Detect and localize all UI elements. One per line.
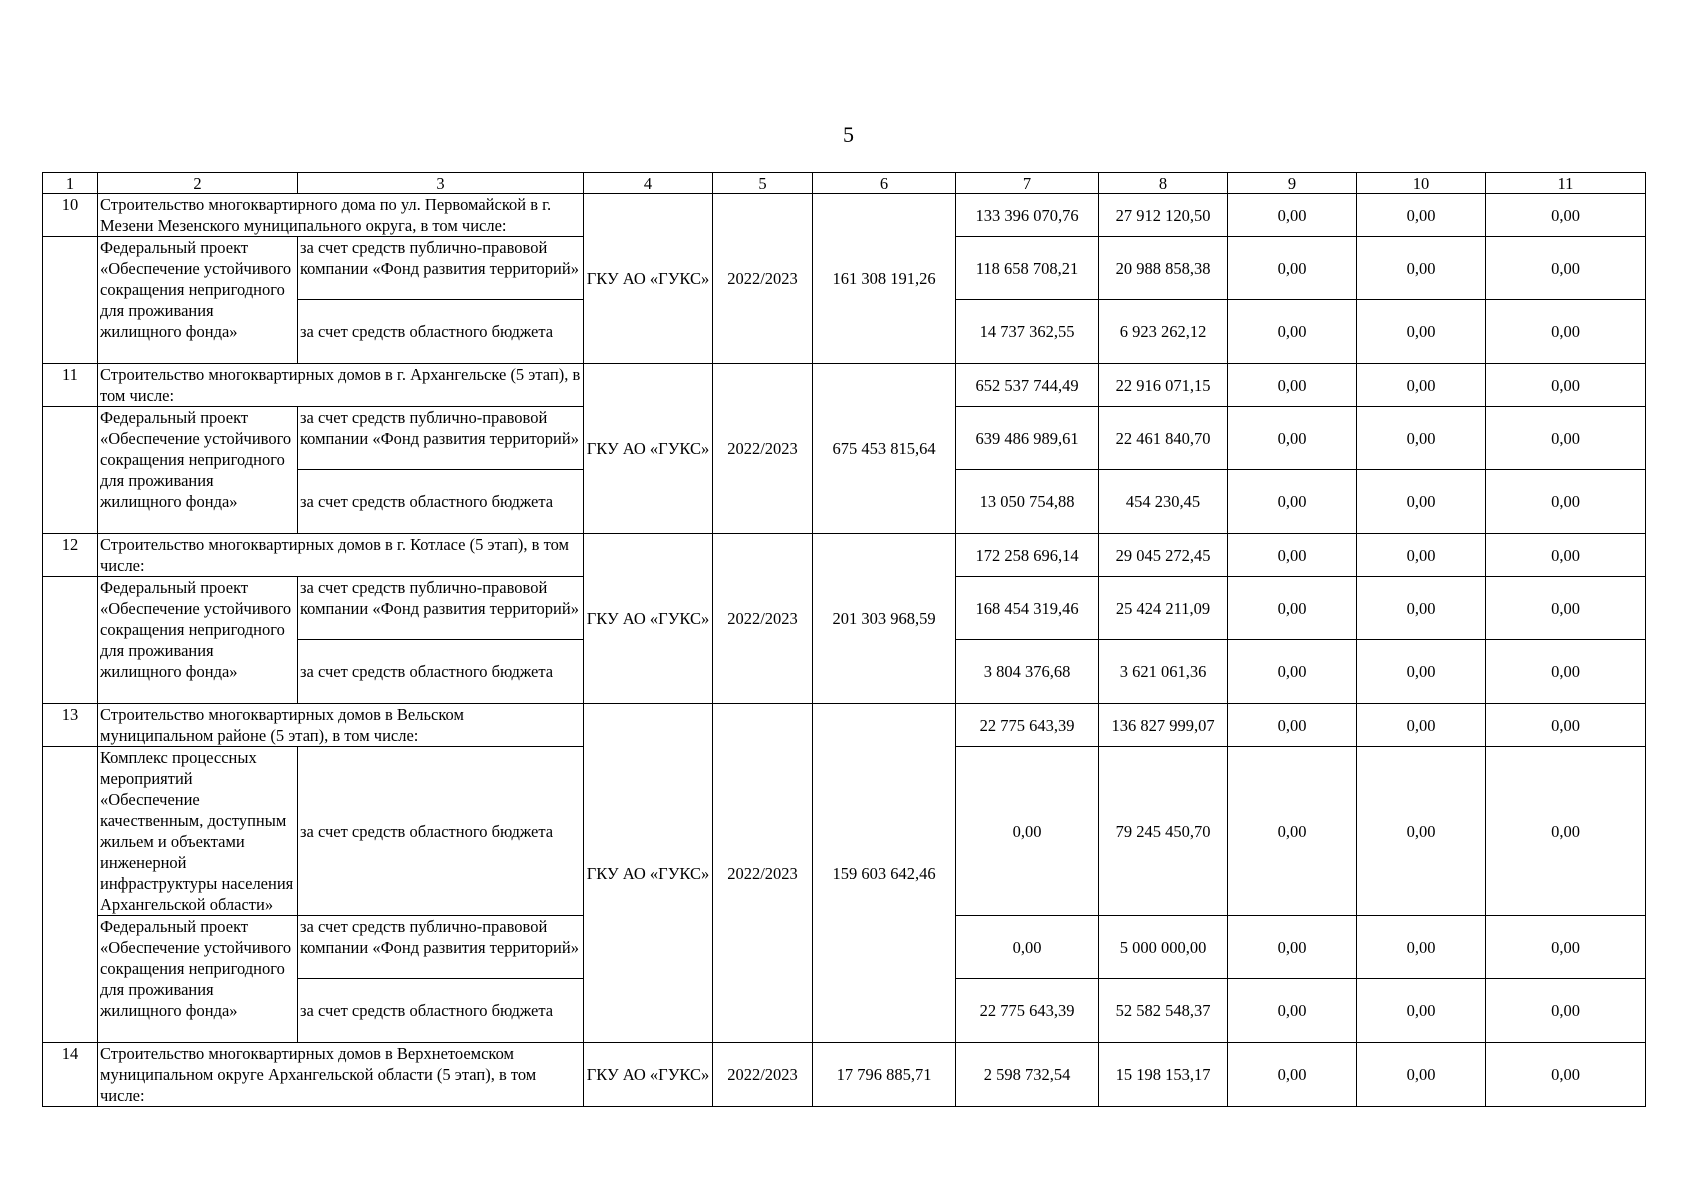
table-row [43, 534, 1646, 577]
funding-source: за счет средств областного бюджета [298, 640, 584, 704]
value-cell: 0,00 [1486, 916, 1646, 979]
column-header: 8 [1099, 173, 1228, 194]
value-cell: 0,00 [956, 916, 1099, 979]
value-cell: 454 230,45 [1099, 470, 1228, 534]
value-cell: 118 658 708,21 [956, 237, 1099, 300]
value-cell: 0,00 [1228, 364, 1357, 407]
project-name: Комплекс процессных мероприятий «Обеспечение качественным, доступным жильем и объектами инженерной инфраструктуры населения Архангельской области» [98, 747, 298, 916]
executor: ГКУ АО «ГУКС» [584, 1043, 713, 1107]
object-title: Строительство многоквартирных домов в г. Котласе (5 этап), в том числе: [98, 534, 584, 577]
value-cell: 0,00 [1486, 470, 1646, 534]
value-cell: 13 050 754,88 [956, 470, 1099, 534]
column-header: 5 [713, 173, 813, 194]
project-name: Федеральный проект «Обеспечение устойчивого сокращения непригодного для проживания жилищного фонда» [98, 237, 298, 364]
value-cell: 0,00 [1357, 577, 1486, 640]
executor: ГКУ АО «ГУКС» [584, 534, 713, 704]
value-cell: 79 245 450,70 [1099, 747, 1228, 916]
value-cell: 0,00 [1486, 979, 1646, 1043]
value-cell: 0,00 [1357, 364, 1486, 407]
value-cell: 2 598 732,54 [956, 1043, 1099, 1107]
executor: ГКУ АО «ГУКС» [584, 704, 713, 1043]
column-header: 9 [1228, 173, 1357, 194]
total-cost: 159 603 642,46 [813, 704, 956, 1043]
value-cell: 20 988 858,38 [1099, 237, 1228, 300]
value-cell: 0,00 [1486, 364, 1646, 407]
total-cost: 161 308 191,26 [813, 194, 956, 364]
funding-source: за счет средств областного бюджета [298, 300, 584, 364]
value-cell: 0,00 [1486, 407, 1646, 470]
table-row [43, 1043, 1646, 1107]
object-title: Строительство многоквартирных домов в г. Архангельске (5 этап), в том числе: [98, 364, 584, 407]
value-cell: 22 916 071,15 [1099, 364, 1228, 407]
row-number: 13 [43, 704, 98, 747]
funding-source: за счет средств публично-правовой компании «Фонд развития территорий» [298, 407, 584, 470]
object-title: Строительство многоквартирных домов в Верхнетоемском муниципальном округе Архангельской области (5 этап), в том числе: [98, 1043, 584, 1107]
funding-source: за счет средств областного бюджета [298, 470, 584, 534]
value-cell: 0,00 [956, 747, 1099, 916]
value-cell: 0,00 [1486, 300, 1646, 364]
page-number: 5 [843, 122, 854, 147]
budget-table [42, 172, 1646, 1107]
value-cell: 52 582 548,37 [1099, 979, 1228, 1043]
value-cell: 0,00 [1228, 194, 1357, 237]
row-number: 14 [43, 1043, 98, 1107]
column-header: 3 [298, 173, 584, 194]
value-cell: 0,00 [1357, 1043, 1486, 1107]
row-number: 11 [43, 364, 98, 407]
value-cell: 0,00 [1357, 237, 1486, 300]
value-cell: 0,00 [1357, 704, 1486, 747]
value-cell: 0,00 [1486, 237, 1646, 300]
row-number: 12 [43, 534, 98, 577]
funding-source: за счет средств публично-правовой компании «Фонд развития территорий» [298, 237, 584, 300]
value-cell: 0,00 [1228, 534, 1357, 577]
period: 2022/2023 [713, 194, 813, 364]
value-cell: 0,00 [1486, 534, 1646, 577]
column-header: 4 [584, 173, 713, 194]
table-row [43, 704, 1646, 747]
period: 2022/2023 [713, 704, 813, 1043]
value-cell: 136 827 999,07 [1099, 704, 1228, 747]
column-header: 7 [956, 173, 1099, 194]
value-cell: 14 737 362,55 [956, 300, 1099, 364]
value-cell: 3 804 376,68 [956, 640, 1099, 704]
value-cell: 0,00 [1228, 237, 1357, 300]
executor: ГКУ АО «ГУКС» [584, 194, 713, 364]
value-cell: 133 396 070,76 [956, 194, 1099, 237]
total-cost: 17 796 885,71 [813, 1043, 956, 1107]
column-header: 2 [98, 173, 298, 194]
value-cell: 0,00 [1357, 470, 1486, 534]
period: 2022/2023 [713, 364, 813, 534]
period: 2022/2023 [713, 1043, 813, 1107]
value-cell: 652 537 744,49 [956, 364, 1099, 407]
empty-cell [43, 407, 98, 534]
value-cell: 3 621 061,36 [1099, 640, 1228, 704]
value-cell: 0,00 [1486, 1043, 1646, 1107]
value-cell: 5 000 000,00 [1099, 916, 1228, 979]
value-cell: 0,00 [1486, 640, 1646, 704]
value-cell: 0,00 [1357, 194, 1486, 237]
value-cell: 172 258 696,14 [956, 534, 1099, 577]
empty-cell [43, 747, 98, 1043]
period: 2022/2023 [713, 534, 813, 704]
value-cell: 0,00 [1228, 300, 1357, 364]
value-cell: 6 923 262,12 [1099, 300, 1228, 364]
row-number: 10 [43, 194, 98, 237]
value-cell: 0,00 [1357, 640, 1486, 704]
column-header: 1 [43, 173, 98, 194]
value-cell: 0,00 [1486, 577, 1646, 640]
executor: ГКУ АО «ГУКС» [584, 364, 713, 534]
total-cost: 201 303 968,59 [813, 534, 956, 704]
value-cell: 0,00 [1228, 640, 1357, 704]
project-name: Федеральный проект «Обеспечение устойчивого сокращения непригодного для проживания жилищного фонда» [98, 916, 298, 1043]
value-cell: 0,00 [1228, 979, 1357, 1043]
value-cell: 27 912 120,50 [1099, 194, 1228, 237]
table-row [43, 364, 1646, 407]
value-cell: 0,00 [1486, 194, 1646, 237]
object-title: Строительство многоквартирных домов в Вельском муниципальном районе (5 этап), в том числе: [98, 704, 584, 747]
value-cell: 0,00 [1486, 704, 1646, 747]
value-cell: 0,00 [1486, 747, 1646, 916]
value-cell: 0,00 [1357, 747, 1486, 916]
value-cell: 0,00 [1357, 300, 1486, 364]
value-cell: 639 486 989,61 [956, 407, 1099, 470]
project-name: Федеральный проект «Обеспечение устойчивого сокращения непригодного для проживания жилищного фонда» [98, 407, 298, 534]
empty-cell [43, 237, 98, 364]
total-cost: 675 453 815,64 [813, 364, 956, 534]
value-cell: 15 198 153,17 [1099, 1043, 1228, 1107]
value-cell: 22 775 643,39 [956, 704, 1099, 747]
empty-cell [43, 577, 98, 704]
value-cell: 22 461 840,70 [1099, 407, 1228, 470]
value-cell: 0,00 [1357, 407, 1486, 470]
value-cell: 168 454 319,46 [956, 577, 1099, 640]
value-cell: 0,00 [1357, 916, 1486, 979]
table-row [43, 194, 1646, 237]
funding-source: за счет средств областного бюджета [298, 979, 584, 1043]
funding-source: за счет средств областного бюджета [298, 747, 584, 916]
value-cell: 25 424 211,09 [1099, 577, 1228, 640]
value-cell: 0,00 [1228, 407, 1357, 470]
value-cell: 0,00 [1357, 979, 1486, 1043]
value-cell: 0,00 [1228, 704, 1357, 747]
project-name: Федеральный проект «Обеспечение устойчивого сокращения непригодного для проживания жилищного фонда» [98, 577, 298, 704]
value-cell: 0,00 [1228, 1043, 1357, 1107]
value-cell: 29 045 272,45 [1099, 534, 1228, 577]
value-cell: 22 775 643,39 [956, 979, 1099, 1043]
column-number-row [43, 173, 1646, 194]
value-cell: 0,00 [1228, 470, 1357, 534]
column-header: 6 [813, 173, 956, 194]
column-header: 11 [1486, 173, 1646, 194]
value-cell: 0,00 [1357, 534, 1486, 577]
funding-source: за счет средств публично-правовой компании «Фонд развития территорий» [298, 577, 584, 640]
value-cell: 0,00 [1228, 577, 1357, 640]
value-cell: 0,00 [1228, 916, 1357, 979]
value-cell: 0,00 [1228, 747, 1357, 916]
object-title: Строительство многоквартирного дома по ул. Первомайской в г. Мезени Мезенского муниципального округа, в том числе: [98, 194, 584, 237]
funding-source: за счет средств публично-правовой компании «Фонд развития территорий» [298, 916, 584, 979]
column-header: 10 [1357, 173, 1486, 194]
